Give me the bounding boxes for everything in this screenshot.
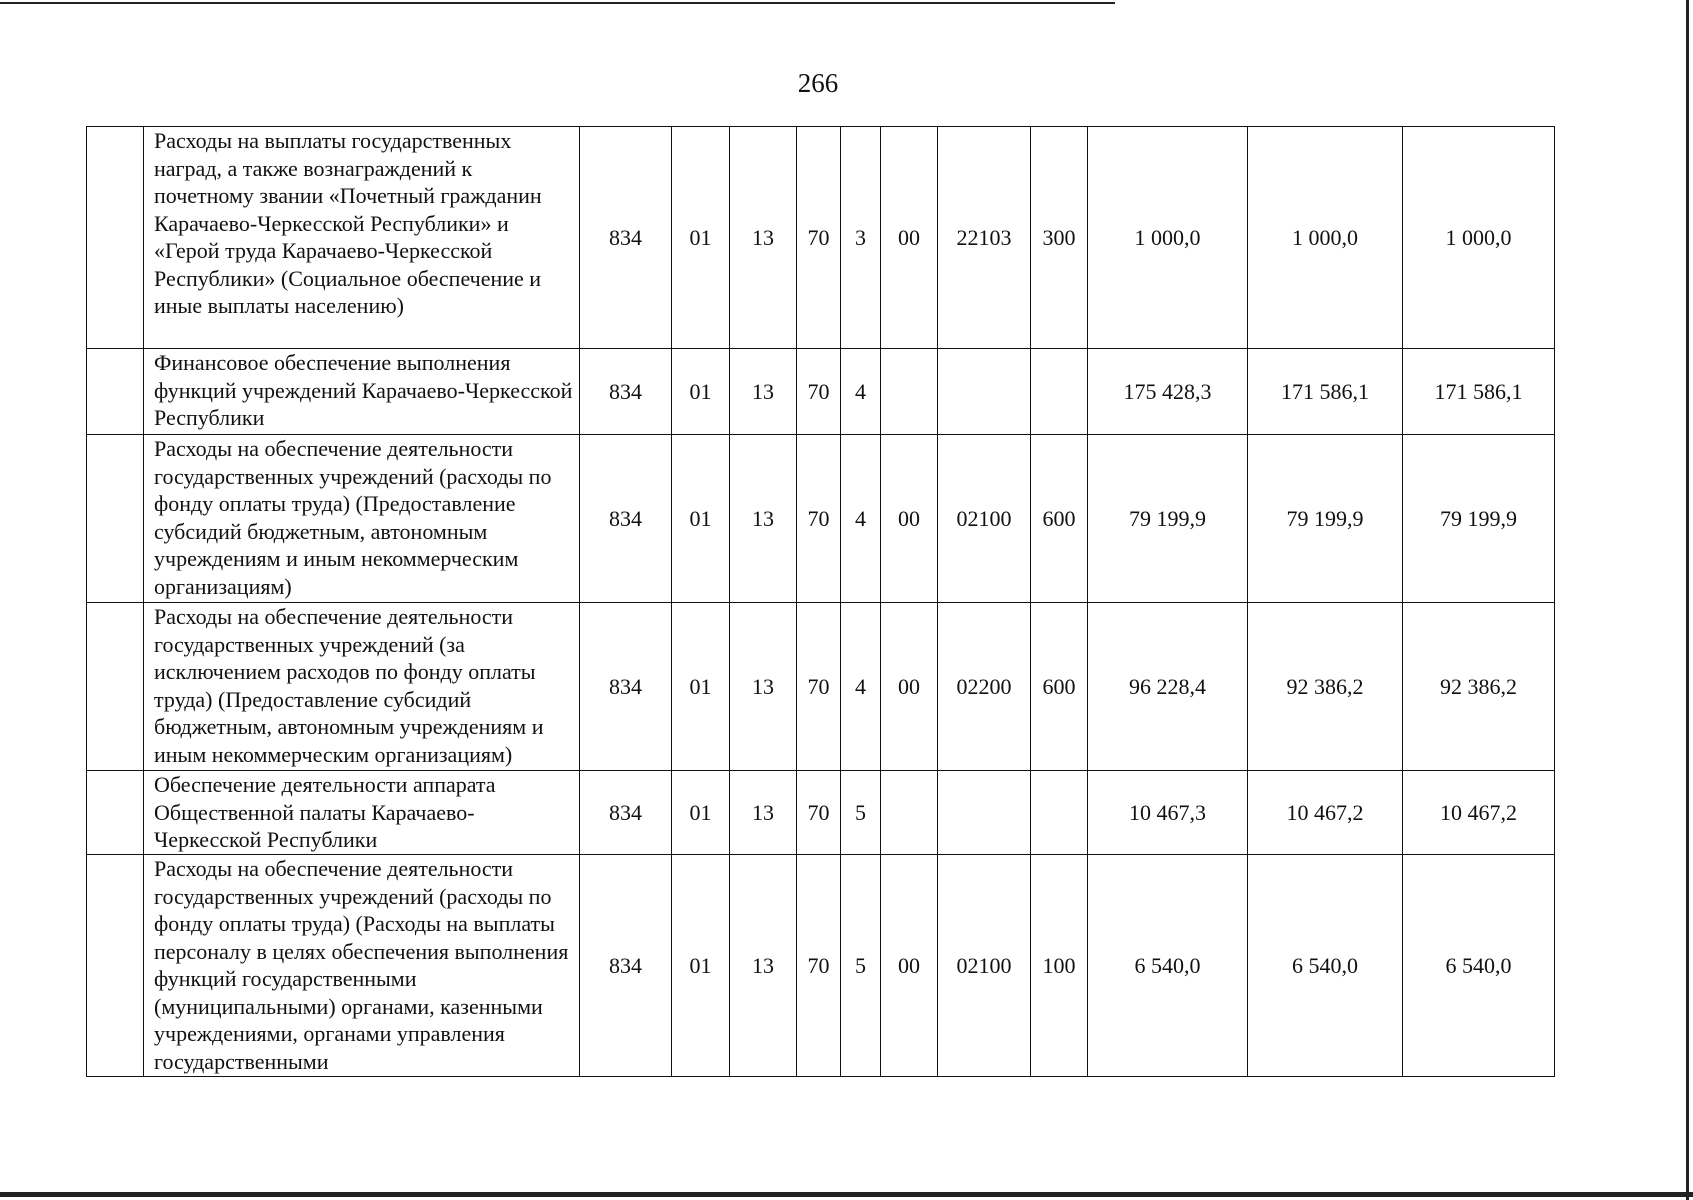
main-event-code-cell: 00 (881, 603, 938, 771)
year1-amount-cell: 79 199,9 (1088, 435, 1248, 603)
ministry-code-cell: 834 (580, 127, 672, 349)
expense-type-cell (1031, 349, 1088, 435)
row-number-cell (87, 603, 144, 771)
year2-amount-cell: 6 540,0 (1248, 855, 1403, 1077)
program-code-cell: 70 (797, 435, 841, 603)
program-code-cell: 70 (797, 855, 841, 1077)
row-name-cell: Расходы на обеспечение деятельности государственных учреждений (расходы по фонду оплаты труда) (Расходы на выплаты персоналу в целях обеспечения выполнения функций государственными (муниципальными) органами, казенными учреждениями, органами управления государственными (144, 855, 580, 1077)
row-name-cell: Обеспечение деятельности аппарата Общественной палаты Карачаево-Черкесской Республики (144, 771, 580, 855)
budget-table (86, 126, 1555, 1077)
subsection-code-cell: 13 (730, 771, 797, 855)
program-code-cell: 70 (797, 603, 841, 771)
table-row (87, 127, 1555, 349)
year1-amount-cell: 96 228,4 (1088, 603, 1248, 771)
direction-code-cell: 02100 (938, 435, 1031, 603)
main-event-code-cell: 00 (881, 855, 938, 1077)
page-number: 266 (797, 68, 839, 98)
subprogram-code-cell: 5 (841, 855, 881, 1077)
subprogram-code-cell: 5 (841, 771, 881, 855)
program-code-cell: 70 (797, 771, 841, 855)
subsection-code-cell: 13 (730, 855, 797, 1077)
direction-code-cell: 02200 (938, 603, 1031, 771)
year3-amount-cell: 92 386,2 (1403, 603, 1555, 771)
scan-edge-top (0, 2, 1115, 4)
year1-amount-cell: 175 428,3 (1088, 349, 1248, 435)
subsection-code-cell: 13 (730, 603, 797, 771)
table-row (87, 435, 1555, 603)
expense-type-cell (1031, 771, 1088, 855)
year2-amount-cell: 79 199,9 (1248, 435, 1403, 603)
row-number-cell (87, 127, 144, 349)
ministry-code-cell: 834 (580, 435, 672, 603)
year1-amount-cell: 1 000,0 (1088, 127, 1248, 349)
subsection-code-cell: 13 (730, 127, 797, 349)
year3-amount-cell: 6 540,0 (1403, 855, 1555, 1077)
main-event-code-cell (881, 771, 938, 855)
subprogram-code-cell: 4 (841, 349, 881, 435)
year3-amount-cell: 10 467,2 (1403, 771, 1555, 855)
table-row (87, 603, 1555, 771)
ministry-code-cell: 834 (580, 771, 672, 855)
subprogram-code-cell: 3 (841, 127, 881, 349)
row-name-cell: Финансовое обеспечение выполнения функций учреждений Карачаево-Черкесской Республики (144, 349, 580, 435)
scan-edge-right (1686, 0, 1689, 1200)
expense-type-cell: 600 (1031, 435, 1088, 603)
row-number-cell (87, 855, 144, 1077)
expense-type-cell: 300 (1031, 127, 1088, 349)
section-code-cell: 01 (672, 435, 730, 603)
main-event-code-cell: 00 (881, 127, 938, 349)
expense-type-cell: 100 (1031, 855, 1088, 1077)
table-row (87, 855, 1555, 1077)
program-code-cell: 70 (797, 127, 841, 349)
ministry-code-cell: 834 (580, 855, 672, 1077)
row-number-cell (87, 349, 144, 435)
year3-amount-cell: 79 199,9 (1403, 435, 1555, 603)
section-code-cell: 01 (672, 349, 730, 435)
direction-code-cell: 02100 (938, 855, 1031, 1077)
section-code-cell: 01 (672, 603, 730, 771)
table-row (87, 349, 1555, 435)
year3-amount-cell: 1 000,0 (1403, 127, 1555, 349)
table-row (87, 771, 1555, 855)
main-event-code-cell: 00 (881, 435, 938, 603)
year1-amount-cell: 6 540,0 (1088, 855, 1248, 1077)
year2-amount-cell: 92 386,2 (1248, 603, 1403, 771)
year2-amount-cell: 171 586,1 (1248, 349, 1403, 435)
year2-amount-cell: 10 467,2 (1248, 771, 1403, 855)
subsection-code-cell: 13 (730, 435, 797, 603)
subprogram-code-cell: 4 (841, 435, 881, 603)
section-code-cell: 01 (672, 771, 730, 855)
direction-code-cell: 22103 (938, 127, 1031, 349)
row-number-cell (87, 435, 144, 603)
program-code-cell: 70 (797, 349, 841, 435)
direction-code-cell (938, 771, 1031, 855)
main-event-code-cell (881, 349, 938, 435)
year3-amount-cell: 171 586,1 (1403, 349, 1555, 435)
section-code-cell: 01 (672, 855, 730, 1077)
subsection-code-cell: 13 (730, 349, 797, 435)
expense-type-cell: 600 (1031, 603, 1088, 771)
row-name-cell: Расходы на обеспечение деятельности государственных учреждений (расходы по фонду оплаты труда) (Предоставление субсидий бюджетным, автономным учреждениям и иным некоммерческим организациям) (144, 435, 580, 603)
row-name-cell: Расходы на выплаты государственных наград, а также вознаграждений к почетному звании «Почетный гражданин Карачаево-Черкесской Республики» и «Герой труда Карачаево-Черкесской Республики» (Социальное обеспечение и иные выплаты населению) (144, 127, 580, 349)
row-name-cell: Расходы на обеспечение деятельности государственных учреждений (за исключением расходов по фонду оплаты труда) (Предоставление субсидий бюджетным, автономным учреждениям и иным некоммерческим организациям) (144, 603, 580, 771)
section-code-cell: 01 (672, 127, 730, 349)
year2-amount-cell: 1 000,0 (1248, 127, 1403, 349)
subprogram-code-cell: 4 (841, 603, 881, 771)
scan-edge-bottom (0, 1192, 1693, 1197)
direction-code-cell (938, 349, 1031, 435)
row-number-cell (87, 771, 144, 855)
ministry-code-cell: 834 (580, 603, 672, 771)
year1-amount-cell: 10 467,3 (1088, 771, 1248, 855)
ministry-code-cell: 834 (580, 349, 672, 435)
